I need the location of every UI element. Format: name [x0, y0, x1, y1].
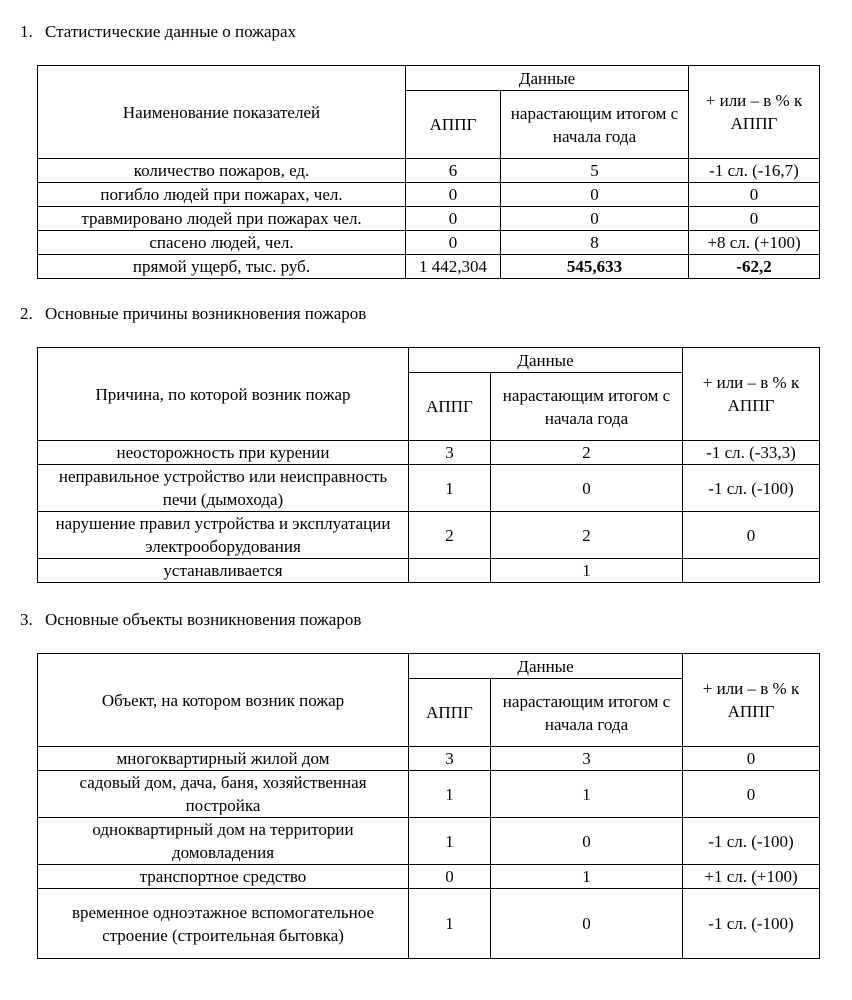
row-change: +1 сл. (+100) [683, 865, 820, 889]
header-change: + или – в % к АППГ [683, 348, 820, 441]
row-appg: 0 [406, 231, 501, 255]
header-appg: АППГ [409, 373, 491, 441]
row-cumulative: 0 [491, 889, 683, 959]
header-cumulative: нарастающим итогом с начала года [491, 679, 683, 747]
row-change: 0 [683, 512, 820, 559]
section-number: 1. [20, 22, 33, 41]
row-cumulative: 1 [491, 771, 683, 818]
row-change: 0 [683, 771, 820, 818]
row-label: многоквартирный жилой дом [38, 747, 409, 771]
section-number: 3. [20, 610, 33, 629]
header-appg: АППГ [409, 679, 491, 747]
row-appg: 0 [406, 183, 501, 207]
header-appg: АППГ [406, 91, 501, 159]
section-heading: Основные объекты возникновения пожаров [45, 610, 362, 629]
row-cumulative: 0 [501, 183, 689, 207]
header-cumulative: нарастающим итогом с начала года [491, 373, 683, 441]
row-label: количество пожаров, ед. [38, 159, 406, 183]
header-name-column: Объект, на котором возник пожар [38, 654, 409, 747]
header-change: + или – в % к АППГ [683, 654, 820, 747]
section-3-title [20, 610, 361, 630]
header-name-column: Причина, по которой возник пожар [38, 348, 409, 441]
fire-causes-table [37, 347, 820, 583]
row-change: -1 сл. (-100) [683, 465, 820, 512]
row-cumulative: 0 [491, 465, 683, 512]
header-name-column: Наименование показателей [38, 66, 406, 159]
row-change: -1 сл. (-33,3) [683, 441, 820, 465]
section-heading: Основные причины возникновения пожаров [45, 304, 367, 323]
row-cumulative: 2 [491, 512, 683, 559]
row-label: нарушение правил устройства и эксплуатации электрооборудования [38, 512, 409, 559]
section-number: 2. [20, 304, 33, 323]
section-1-title [20, 22, 296, 42]
header-change: + или – в % к АППГ [689, 66, 820, 159]
row-label: садовый дом, дача, баня, хозяйственная постройка [38, 771, 409, 818]
fire-statistics-table [37, 65, 820, 279]
row-label: неосторожность при курении [38, 441, 409, 465]
row-change: -1 сл. (-100) [683, 818, 820, 865]
header-cumulative: нарастающим итогом с начала года [501, 91, 689, 159]
row-appg: 0 [409, 865, 491, 889]
row-label: неправильное устройство или неисправность печи (дымохода) [38, 465, 409, 512]
row-cumulative: 2 [491, 441, 683, 465]
row-label: временное одноэтажное вспомогательное строение (строительная бытовка) [38, 889, 409, 959]
row-appg: 1 [409, 771, 491, 818]
row-appg: 3 [409, 747, 491, 771]
row-label: устанавливается [38, 559, 409, 583]
row-appg: 1 [409, 889, 491, 959]
row-appg: 0 [406, 207, 501, 231]
row-cumulative: 545,633 [501, 255, 689, 279]
row-label: прямой ущерб, тыс. руб. [38, 255, 406, 279]
row-change: -1 сл. (-16,7) [689, 159, 820, 183]
row-label: погибло людей при пожарах, чел. [38, 183, 406, 207]
header-data-group: Данные [406, 66, 689, 91]
row-appg: 3 [409, 441, 491, 465]
row-change: -62,2 [689, 255, 820, 279]
row-change: 0 [689, 207, 820, 231]
header-data-group: Данные [409, 348, 683, 373]
row-change: 0 [689, 183, 820, 207]
row-label: транспортное средство [38, 865, 409, 889]
row-change: -1 сл. (-100) [683, 889, 820, 959]
row-cumulative: 8 [501, 231, 689, 255]
row-cumulative: 5 [501, 159, 689, 183]
row-cumulative: 1 [491, 865, 683, 889]
row-appg: 1 [409, 818, 491, 865]
section-heading: Статистические данные о пожарах [45, 22, 297, 41]
row-change [683, 559, 820, 583]
fire-objects-table [37, 653, 820, 959]
row-label: спасено людей, чел. [38, 231, 406, 255]
row-appg [409, 559, 491, 583]
row-change: 0 [683, 747, 820, 771]
row-change: +8 сл. (+100) [689, 231, 820, 255]
row-cumulative: 0 [491, 818, 683, 865]
section-2-title [20, 304, 366, 324]
row-appg: 2 [409, 512, 491, 559]
row-cumulative: 1 [491, 559, 683, 583]
header-data-group: Данные [409, 654, 683, 679]
row-cumulative: 3 [491, 747, 683, 771]
row-appg: 6 [406, 159, 501, 183]
row-label: травмировано людей при пожарах чел. [38, 207, 406, 231]
row-appg: 1 [409, 465, 491, 512]
row-label: одноквартирный дом на территории домовладения [38, 818, 409, 865]
row-appg: 1 442,304 [406, 255, 501, 279]
row-cumulative: 0 [501, 207, 689, 231]
